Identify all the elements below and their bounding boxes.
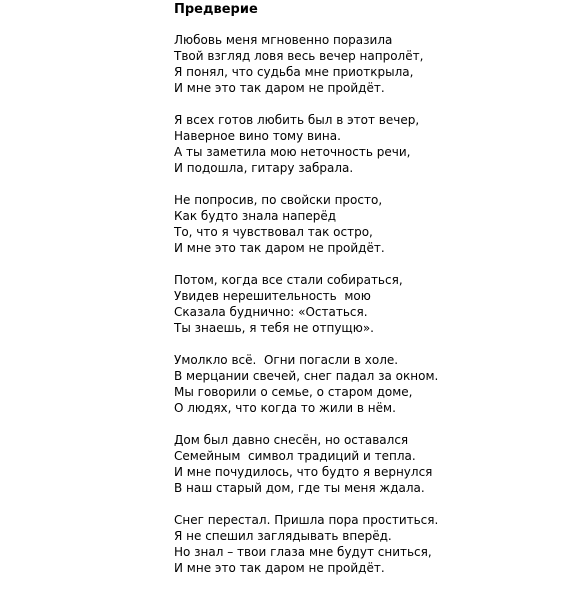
poem-line: Дом был давно снесён, но оставался xyxy=(174,433,409,447)
poem-line: Ты знаешь, я тебя не отпущю». xyxy=(174,321,374,335)
poem-line: И подошла, гитару забрала. xyxy=(174,161,354,175)
poem-line: Мы говорили о семье, о старом доме, xyxy=(174,385,413,399)
poem-line: Я не спешил заглядывать вперёд. xyxy=(174,529,392,543)
poem-line: В наш старый дом, где ты меня ждала. xyxy=(174,481,425,495)
poem-line: Как будто знала наперёд xyxy=(174,209,337,223)
stanza xyxy=(174,352,554,416)
poem-line: И мне почудилось, что будто я вернулся xyxy=(174,465,433,479)
poem-title: Предверие xyxy=(174,2,258,17)
poem-line: И мне это так даром не пройдёт. xyxy=(174,81,385,95)
stanza xyxy=(174,272,554,336)
poem-line: Умолкло всё. Огни погасли в холе. xyxy=(174,353,399,367)
poem-line: Не попросив, по свойски просто, xyxy=(174,193,383,207)
stanza xyxy=(174,432,554,496)
poem-line: Любовь меня мгновенно поразила xyxy=(174,33,393,47)
poem-line: Семейным символ традиций и тепла. xyxy=(174,449,416,463)
poem-line: Сказала буднично: «Остаться. xyxy=(174,305,368,319)
poem-line: Увидев нерешительность мою xyxy=(174,289,371,303)
poem-line: Наверное вино тому вина. xyxy=(174,129,341,143)
poem-line: Я понял, что судьба мне приоткрыла, xyxy=(174,65,414,79)
poem-line: В мерцании свечей, снег падал за окном. xyxy=(174,369,439,383)
poem-body xyxy=(174,32,554,576)
poem-line: Снег перестал. Пришла пора проститься. xyxy=(174,513,439,527)
stanza xyxy=(174,192,554,256)
poem-line: Потом, когда все стали собираться, xyxy=(174,273,403,287)
stanza xyxy=(174,512,554,576)
poem-line: Твой взгляд ловя весь вечер напролёт, xyxy=(174,49,424,63)
poem-line: Но знал – твои глаза мне будут сниться, xyxy=(174,545,432,559)
stanza xyxy=(174,112,554,176)
poem-line: То, что я чувствовал так остро, xyxy=(174,225,373,239)
poem-line: А ты заметила мою неточность речи, xyxy=(174,145,411,159)
poem-line: И мне это так даром не пройдёт. xyxy=(174,561,385,575)
stanza xyxy=(174,32,554,96)
poem-line: И мне это так даром не пройдёт. xyxy=(174,241,385,255)
poem-line: О людях, что когда то жили в нём. xyxy=(174,401,396,415)
poem-page xyxy=(174,0,554,592)
poem-line: Я всех готов любить был в этот вечер, xyxy=(174,113,420,127)
